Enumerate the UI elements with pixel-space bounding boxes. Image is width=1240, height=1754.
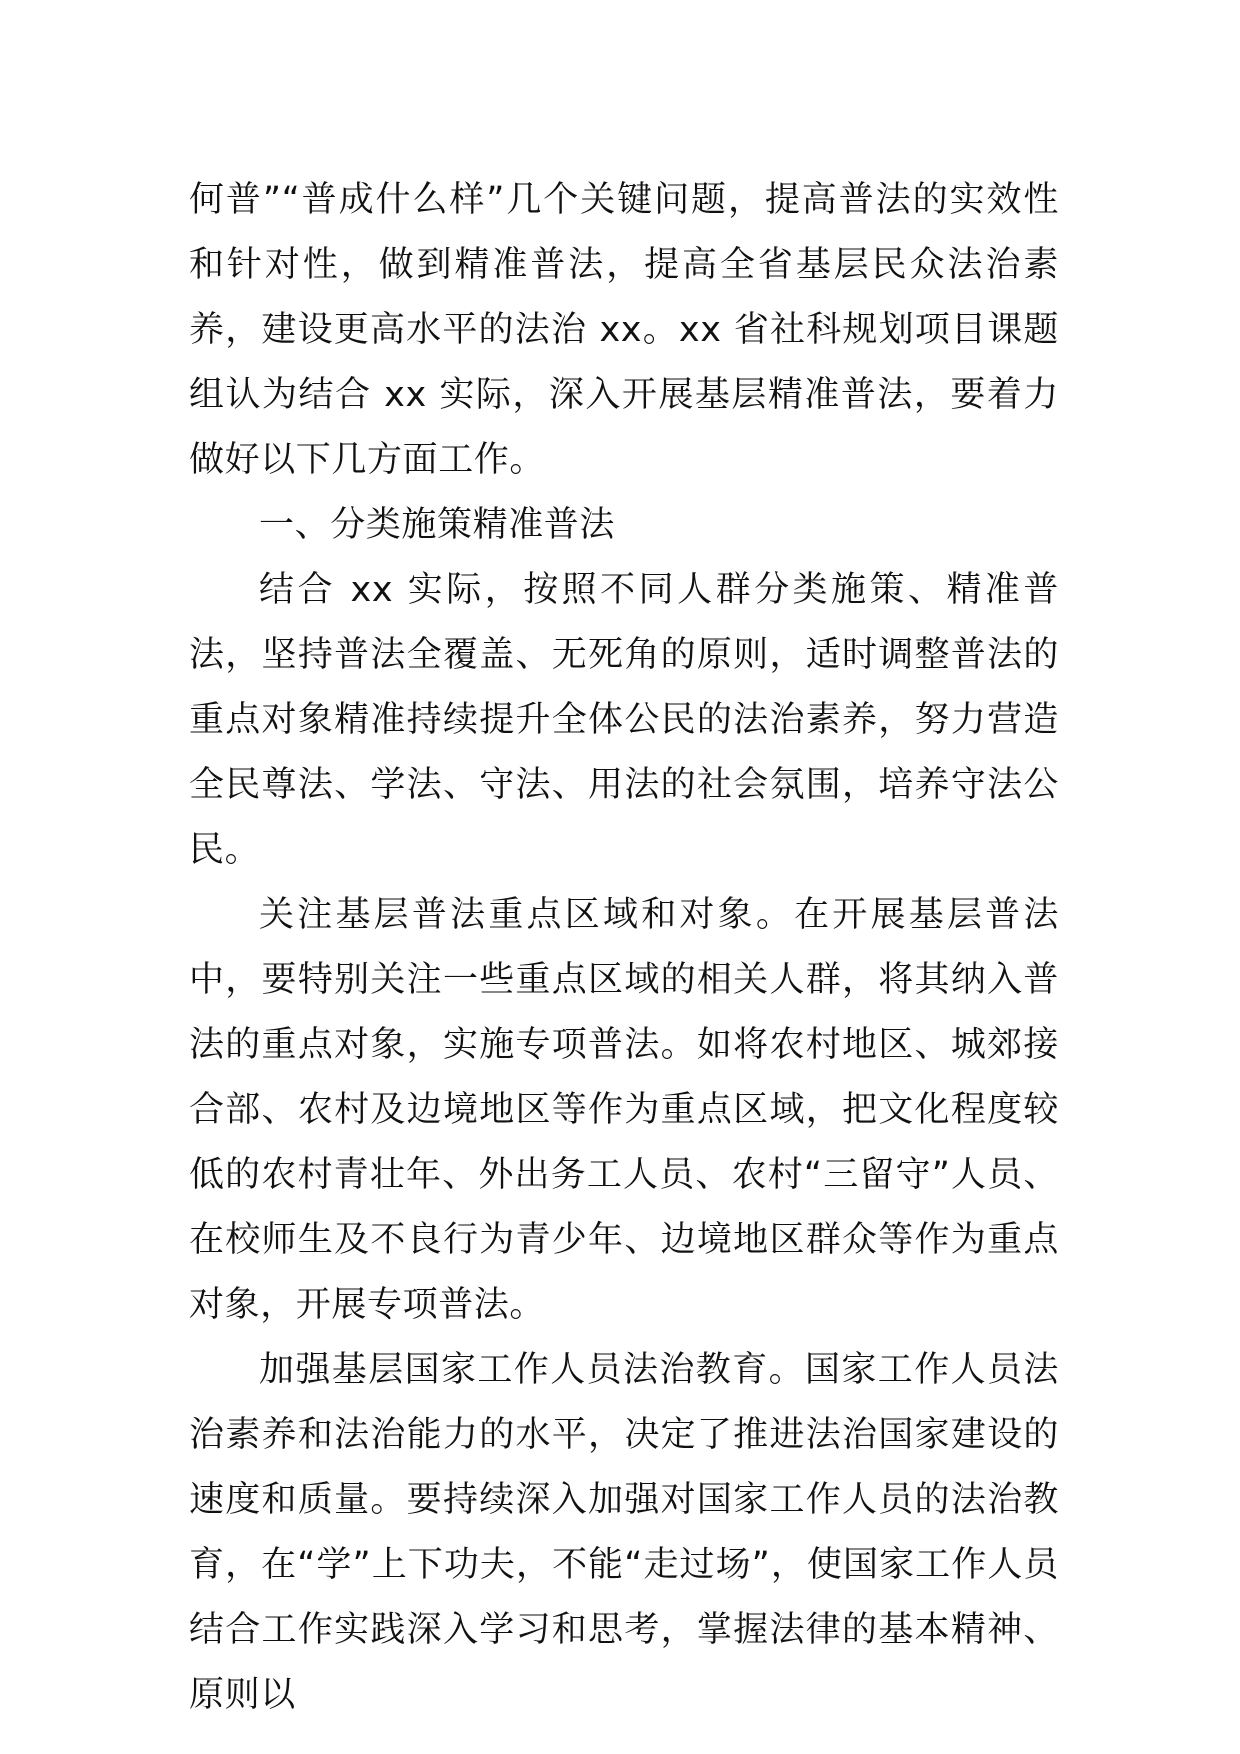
paragraph-classified-policy: 结合 xx 实际，按照不同人群分类施策、精准普法，坚持普法全覆盖、无死角的原则，适时调整普法的重点对象精准持续提升全体公民的法治素养，努力营造全民尊法、学法、守法、用法的社会氛围，培养守法公民。 bbox=[189, 570, 1059, 870]
paragraph-continuation: 何普”“普成什么样”几个关键问题，提高普法的实效性和针对性，做到精准普法，提高全省基层民众法治素养，建设更高水平的法治 xx。xx 省社科规划项目课题组认为结合 xx 实际，深入开展基层精准普法，要着力做好以下几方面工作。 bbox=[189, 180, 1059, 480]
section-heading: 一、分类施策精准普法 bbox=[259, 505, 616, 545]
paragraph-key-areas: 关注基层普法重点区域和对象。在开展基层普法中，要特别关注一些重点区域的相关人群，将其纳入普法的重点对象，实施专项普法。如将农村地区、城郊接合部、农村及边境地区等作为重点区域，把文化程度较低的农村青壮年、外出务工人员、农村“三留守”人员、在校师生及不良行为青少年、边境地区群众等作为重点对象，开展专项普法。 bbox=[189, 895, 1059, 1325]
paragraph-staff-education: 加强基层国家工作人员法治教育。国家工作人员法治素养和法治能力的水平，决定了推进法治国家建设的速度和质量。要持续深入加强对国家工作人员的法治教育，在“学”上下功夫，不能“走过场”，使国家工作人员结合工作实践深入学习和思考，掌握法律的基本精神、原则以 bbox=[189, 1350, 1059, 1715]
document-body bbox=[189, 168, 1059, 1728]
